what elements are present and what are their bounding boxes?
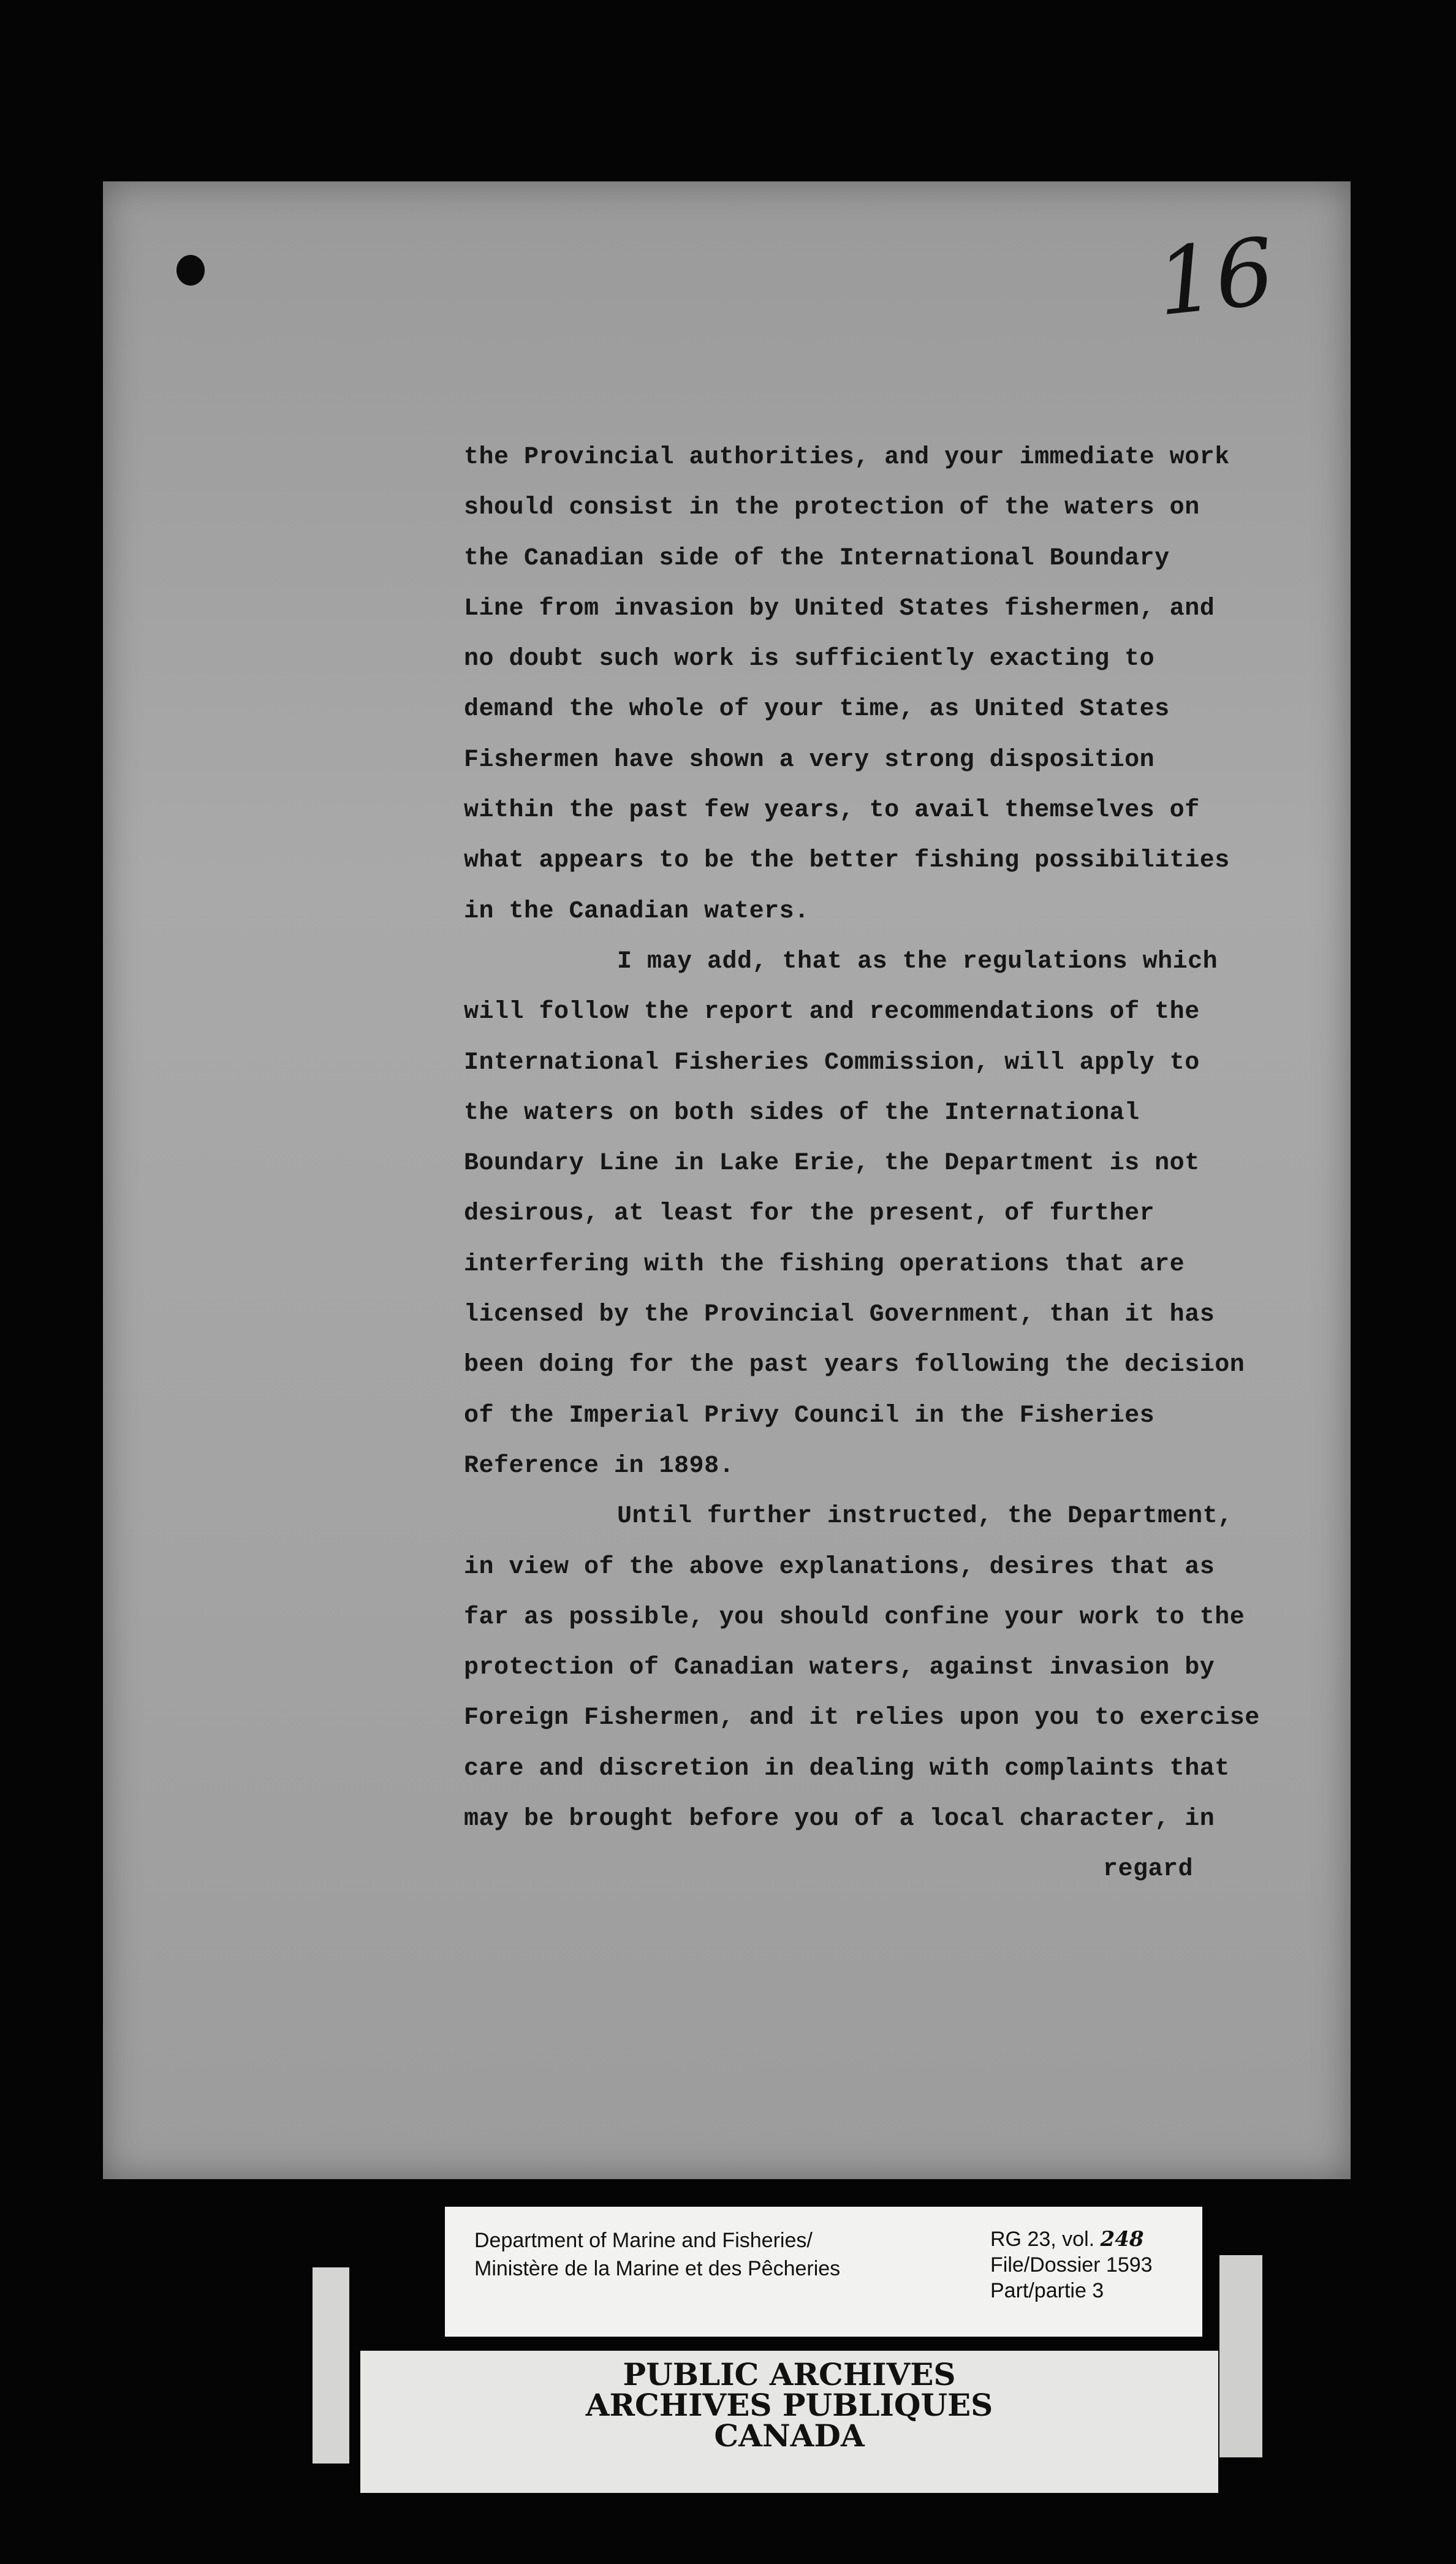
text-line: will follow the report and recommendations of the [464, 998, 1200, 1026]
text-line: the Canadian side of the International Boundary [464, 544, 1170, 572]
text-line: what appears to be the better fishing possibilities [464, 847, 1230, 875]
text-line: demand the whole of your time, as United States [464, 696, 1170, 724]
text-line: the waters on both sides of the International [464, 1099, 1140, 1127]
stamp-card-edge-left [313, 2267, 349, 2463]
text-line: desirous, at least for the present, of further [464, 1200, 1155, 1228]
letter-body [464, 433, 1310, 1895]
public-archives-stamp [360, 2356, 1218, 2454]
folio-number: 16 [1151, 218, 1280, 337]
text-line: care and discretion in dealing with complaints that [464, 1754, 1230, 1783]
text-line: in the Canadian waters. [464, 897, 810, 925]
file-number: File/Dossier 1593 [990, 2253, 1153, 2277]
punch-hole [176, 255, 205, 286]
text-line: should consist in the protection of the waters on [464, 494, 1200, 522]
text-line: Reference in 1898. [464, 1452, 735, 1480]
text-line: licensed by the Provincial Government, than it has [464, 1301, 1215, 1329]
stamp-line-2: ARCHIVES PUBLIQUES [585, 2387, 993, 2423]
record-group [990, 2226, 1153, 2252]
department-name-en: Department of Marine and Fisheries/ [474, 2229, 813, 2252]
text-line: Boundary Line in Lake Erie, the Department is not [464, 1150, 1200, 1178]
text-line: Line from invasion by United States fishermen, and [464, 594, 1215, 623]
stamp-line-1: PUBLIC ARCHIVES [623, 2356, 956, 2392]
stamp-card-edge-right [1219, 2255, 1262, 2457]
text-line: no doubt such work is sufficiently exacting to [464, 645, 1155, 673]
record-group-prefix: RG 23, vol. [990, 2228, 1095, 2251]
part-number: Part/partie 3 [990, 2279, 1104, 2302]
text-line: may be brought before you of a local character, in [464, 1805, 1215, 1834]
record-reference [990, 2226, 1153, 2304]
text-line: International Fisheries Commission, will apply to [464, 1049, 1200, 1077]
text-line: I may add, that as the regulations which [617, 947, 1218, 976]
text-line: Until further instructed, the Department, [617, 1503, 1233, 1531]
archive-reference-label [445, 2207, 1202, 2337]
text-line: of the Imperial Privy Council in the Fisheries [464, 1401, 1155, 1430]
text-line: Fishermen have shown a very strong disposition [464, 746, 1155, 774]
text-line: Foreign Fishermen, and it relies upon you to exercise [464, 1704, 1260, 1732]
department-name [474, 2226, 840, 2283]
stamp-line-3: CANADA [714, 2418, 865, 2454]
text-line: the Provincial authorities, and your immediate work [464, 444, 1230, 471]
department-name-fr: Ministère de la Marine et des Pêcheries [474, 2257, 841, 2280]
volume-number: 248 [1100, 2227, 1144, 2251]
text-line: within the past few years, to avail themselves of [464, 797, 1200, 825]
text-line: interfering with the fishing operations that are [464, 1250, 1185, 1278]
text-line: been doing for the past years following the decision [464, 1351, 1245, 1379]
text-line: in view of the above explanations, desires that as [464, 1553, 1215, 1581]
text-line: regard [1102, 1856, 1193, 1884]
text-line: protection of Canadian waters, against invasion by [464, 1654, 1215, 1682]
text-line: far as possible, you should confine your work to the [464, 1603, 1245, 1631]
